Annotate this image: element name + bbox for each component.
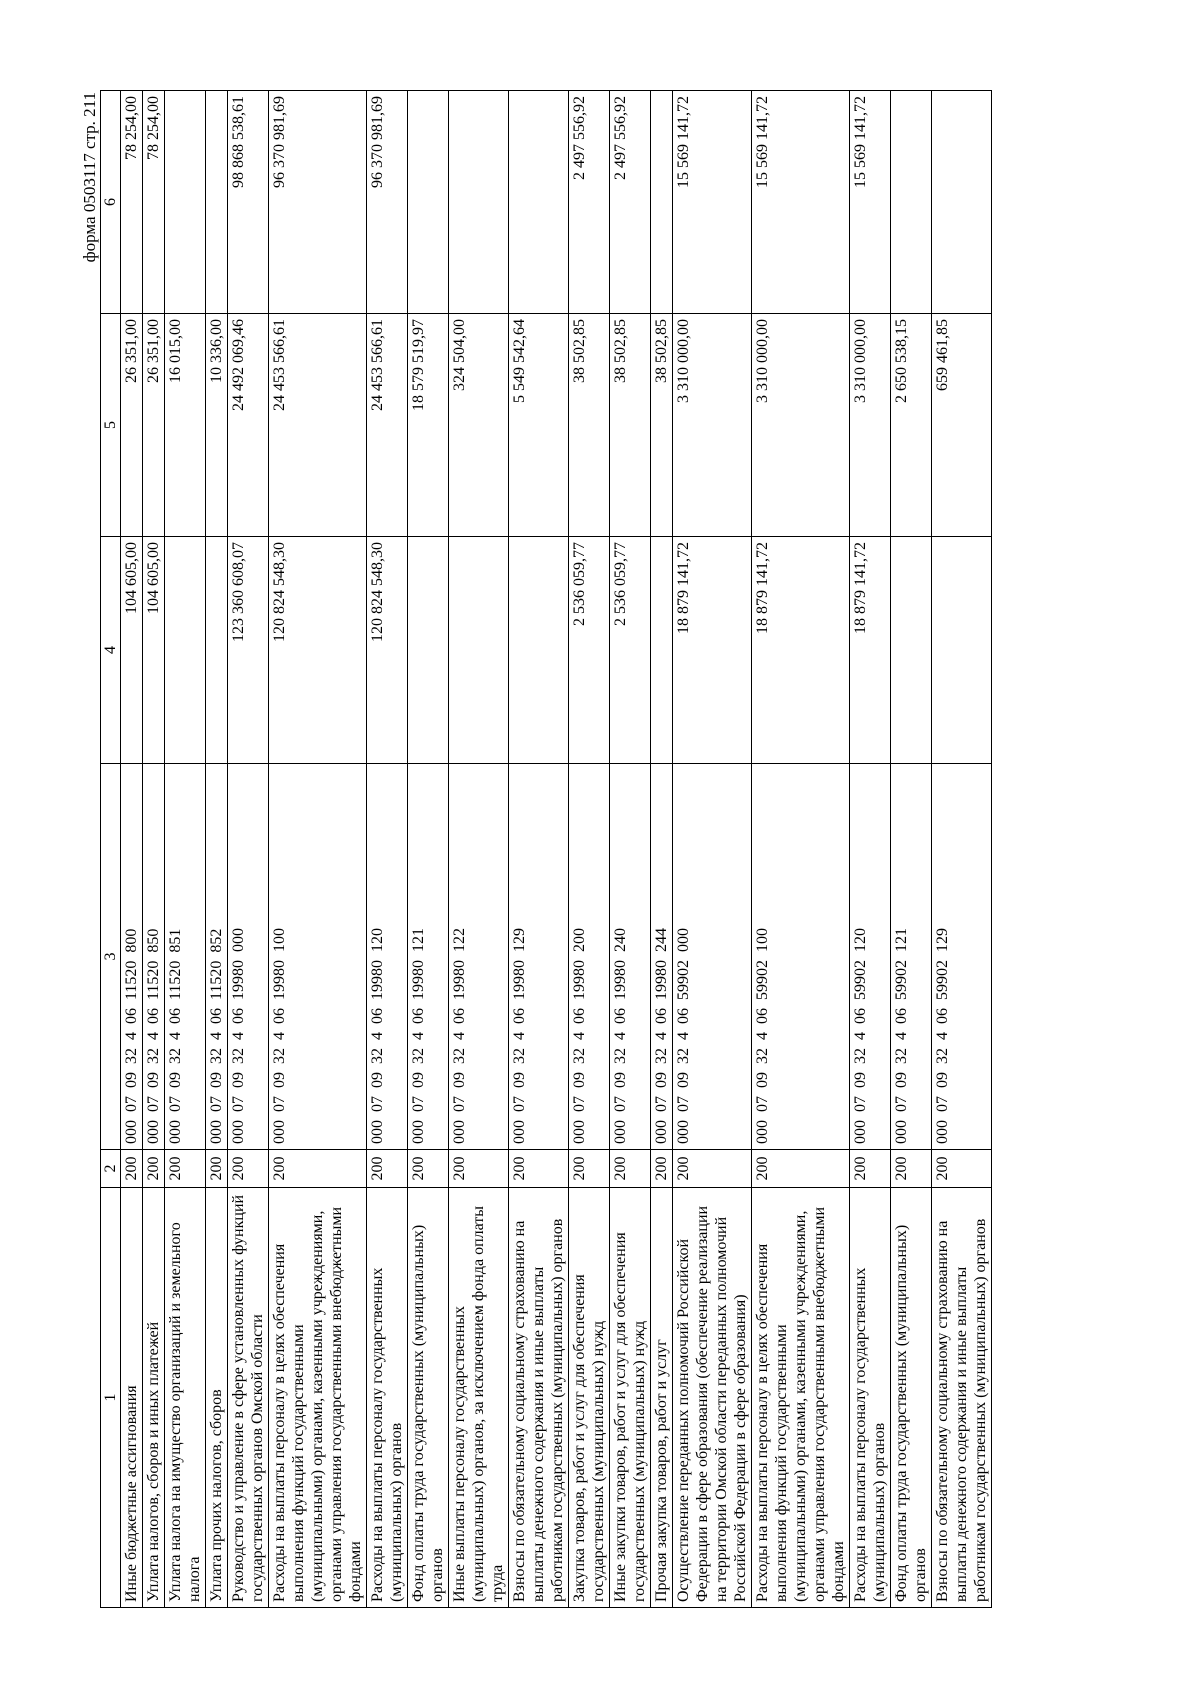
row-budget-code-cell: 000 07 09 32 4 06 19980 129 bbox=[509, 764, 569, 1150]
row-line-code-cell: 200 bbox=[121, 1150, 143, 1188]
row-approved-amount-cell: 18 879 141,72 bbox=[673, 537, 752, 764]
table-row bbox=[121, 91, 143, 1608]
row-approved-amount-cell: 18 879 141,72 bbox=[850, 537, 891, 764]
row-executed-amount-cell: 3 310 000,00 bbox=[850, 314, 891, 537]
table-row bbox=[569, 91, 610, 1608]
row-line-code-cell: 200 bbox=[449, 1150, 509, 1188]
row-line-code-cell: 200 bbox=[673, 1150, 752, 1188]
row-unexecuted-amount-cell bbox=[449, 91, 509, 314]
row-budget-code-cell: 000 07 09 32 4 06 11520 800 bbox=[121, 764, 143, 1150]
row-approved-amount-cell: 104 605,00 bbox=[121, 537, 143, 764]
row-line-code-cell: 200 bbox=[752, 1150, 850, 1188]
row-unexecuted-amount-cell: 15 569 141,72 bbox=[752, 91, 850, 314]
row-executed-amount-cell: 18 579 519,97 bbox=[408, 314, 449, 537]
row-executed-amount-cell: 38 502,85 bbox=[651, 314, 673, 537]
row-unexecuted-amount-cell: 2 497 556,92 bbox=[610, 91, 651, 314]
row-name-cell: Руководство и управление в сфере установленных функций государственных органов Омской области bbox=[228, 1188, 269, 1608]
table-row bbox=[651, 91, 673, 1608]
table-row bbox=[228, 91, 269, 1608]
form-caption: форма 0503117 стр. 211 bbox=[80, 92, 99, 263]
row-executed-amount-cell: 24 453 566,61 bbox=[269, 314, 367, 537]
row-name-cell: Взносы по обязательному социальному страхованию на выплаты денежного содержания и иные выплаты работникам государственных (муниципальных) органов bbox=[932, 1188, 992, 1608]
row-name-cell: Расходы на выплаты персоналу государственных (муниципальных) органов bbox=[367, 1188, 408, 1608]
table-row bbox=[449, 91, 509, 1608]
budget-execution-table bbox=[100, 90, 992, 1608]
row-line-code-cell: 200 bbox=[891, 1150, 932, 1188]
row-name-cell: Расходы на выплаты персоналу в целях обеспечения выполнения функций государственными (муниципальными) органами, казенными учреждениями, органами управления государственными внебюджетными фондами bbox=[752, 1188, 850, 1608]
row-unexecuted-amount-cell: 2 497 556,92 bbox=[569, 91, 610, 314]
row-unexecuted-amount-cell: 96 370 981,69 bbox=[269, 91, 367, 314]
row-line-code-cell: 200 bbox=[932, 1150, 992, 1188]
row-unexecuted-amount-cell bbox=[206, 91, 228, 314]
row-executed-amount-cell: 26 351,00 bbox=[143, 314, 165, 537]
column-header-3: 3 bbox=[101, 764, 121, 1150]
row-executed-amount-cell: 24 453 566,61 bbox=[367, 314, 408, 537]
row-approved-amount-cell bbox=[449, 537, 509, 764]
row-executed-amount-cell: 2 650 538,15 bbox=[891, 314, 932, 537]
row-line-code-cell: 200 bbox=[569, 1150, 610, 1188]
table-row bbox=[269, 91, 367, 1608]
row-approved-amount-cell bbox=[408, 537, 449, 764]
row-name-cell: Осуществление переданных полномочий Российской Федерации в сфере образования (обеспечение реализации на территории Омской области переданных полномочий Российской Федерации в сфере образования) bbox=[673, 1188, 752, 1608]
row-line-code-cell: 200 bbox=[610, 1150, 651, 1188]
row-budget-code-cell: 000 07 09 32 4 06 11520 850 bbox=[143, 764, 165, 1150]
row-name-cell: Расходы на выплаты персоналу в целях обеспечения выполнения функций государственными (муниципальными) органами, казенными учреждениями, органами управления государственными внебюджетными фондами bbox=[269, 1188, 367, 1608]
row-budget-code-cell: 000 07 09 32 4 06 19980 122 bbox=[449, 764, 509, 1150]
row-unexecuted-amount-cell bbox=[651, 91, 673, 314]
row-line-code-cell: 200 bbox=[509, 1150, 569, 1188]
row-budget-code-cell: 000 07 09 32 4 06 59902 100 bbox=[752, 764, 850, 1150]
column-header-2: 2 bbox=[101, 1150, 121, 1188]
row-approved-amount-cell bbox=[891, 537, 932, 764]
row-budget-code-cell: 000 07 09 32 4 06 59902 120 bbox=[850, 764, 891, 1150]
table-row bbox=[673, 91, 752, 1608]
row-name-cell: Иные выплаты персоналу государственных (муниципальных) органов, за исключением фонда оплаты труда bbox=[449, 1188, 509, 1608]
row-line-code-cell: 200 bbox=[850, 1150, 891, 1188]
row-approved-amount-cell: 18 879 141,72 bbox=[752, 537, 850, 764]
row-name-cell: Расходы на выплаты персоналу государственных (муниципальных) органов bbox=[850, 1188, 891, 1608]
table-row bbox=[165, 91, 206, 1608]
row-unexecuted-amount-cell bbox=[408, 91, 449, 314]
table-row bbox=[610, 91, 651, 1608]
table-row bbox=[143, 91, 165, 1608]
row-unexecuted-amount-cell bbox=[509, 91, 569, 314]
row-executed-amount-cell: 26 351,00 bbox=[121, 314, 143, 537]
row-budget-code-cell: 000 07 09 32 4 06 11520 852 bbox=[206, 764, 228, 1150]
table-row bbox=[206, 91, 228, 1608]
row-unexecuted-amount-cell bbox=[932, 91, 992, 314]
row-budget-code-cell: 000 07 09 32 4 06 19980 100 bbox=[269, 764, 367, 1150]
table-row bbox=[891, 91, 932, 1608]
row-unexecuted-amount-cell: 15 569 141,72 bbox=[850, 91, 891, 314]
row-approved-amount-cell: 2 536 059,77 bbox=[610, 537, 651, 764]
column-header-4: 4 bbox=[101, 537, 121, 764]
row-approved-amount-cell bbox=[651, 537, 673, 764]
row-line-code-cell: 200 bbox=[651, 1150, 673, 1188]
row-executed-amount-cell: 24 492 069,46 bbox=[228, 314, 269, 537]
row-name-cell: Закупка товаров, работ и услуг для обеспечения государственных (муниципальных) нужд bbox=[569, 1188, 610, 1608]
row-budget-code-cell: 000 07 09 32 4 06 19980 240 bbox=[610, 764, 651, 1150]
row-line-code-cell: 200 bbox=[408, 1150, 449, 1188]
row-line-code-cell: 200 bbox=[367, 1150, 408, 1188]
table-row bbox=[408, 91, 449, 1608]
row-name-cell: Уплата прочих налогов, сборов bbox=[206, 1188, 228, 1608]
row-executed-amount-cell: 3 310 000,00 bbox=[752, 314, 850, 537]
table-row bbox=[509, 91, 569, 1608]
row-executed-amount-cell: 38 502,85 bbox=[569, 314, 610, 537]
row-unexecuted-amount-cell: 98 868 538,61 bbox=[228, 91, 269, 314]
row-line-code-cell: 200 bbox=[269, 1150, 367, 1188]
row-approved-amount-cell: 2 536 059,77 bbox=[569, 537, 610, 764]
row-budget-code-cell: 000 07 09 32 4 06 19980 000 bbox=[228, 764, 269, 1150]
row-name-cell: Уплата налога на имущество организаций и земельного налога bbox=[165, 1188, 206, 1608]
row-executed-amount-cell: 16 015,00 bbox=[165, 314, 206, 537]
row-name-cell: Фонд оплаты труда государственных (муниципальных) органов bbox=[891, 1188, 932, 1608]
row-unexecuted-amount-cell bbox=[165, 91, 206, 314]
row-executed-amount-cell: 38 502,85 bbox=[610, 314, 651, 537]
row-executed-amount-cell: 324 504,00 bbox=[449, 314, 509, 537]
row-name-cell: Прочая закупка товаров, работ и услуг bbox=[651, 1188, 673, 1608]
row-approved-amount-cell bbox=[165, 537, 206, 764]
row-budget-code-cell: 000 07 09 32 4 06 19980 121 bbox=[408, 764, 449, 1150]
column-number-row bbox=[101, 91, 121, 1608]
row-executed-amount-cell: 659 461,85 bbox=[932, 314, 992, 537]
row-unexecuted-amount-cell: 15 569 141,72 bbox=[673, 91, 752, 314]
row-unexecuted-amount-cell: 78 254,00 bbox=[143, 91, 165, 314]
table-row bbox=[752, 91, 850, 1608]
row-budget-code-cell: 000 07 09 32 4 06 59902 000 bbox=[673, 764, 752, 1150]
row-approved-amount-cell: 120 824 548,30 bbox=[269, 537, 367, 764]
row-line-code-cell: 200 bbox=[143, 1150, 165, 1188]
row-budget-code-cell: 000 07 09 32 4 06 59902 129 bbox=[932, 764, 992, 1150]
row-budget-code-cell: 000 07 09 32 4 06 59902 121 bbox=[891, 764, 932, 1150]
row-executed-amount-cell: 10 336,00 bbox=[206, 314, 228, 537]
row-executed-amount-cell: 3 310 000,00 bbox=[673, 314, 752, 537]
row-unexecuted-amount-cell: 96 370 981,69 bbox=[367, 91, 408, 314]
row-approved-amount-cell bbox=[932, 537, 992, 764]
table-row bbox=[850, 91, 891, 1608]
row-approved-amount-cell bbox=[509, 537, 569, 764]
table-body bbox=[121, 91, 992, 1608]
column-header-1: 1 bbox=[101, 1188, 121, 1608]
row-name-cell: Иные бюджетные ассигнования bbox=[121, 1188, 143, 1608]
table-row bbox=[932, 91, 992, 1608]
row-name-cell: Иные закупки товаров, работ и услуг для обеспечения государственных (муниципальных) нужд bbox=[610, 1188, 651, 1608]
row-unexecuted-amount-cell bbox=[891, 91, 932, 314]
table-row bbox=[367, 91, 408, 1608]
row-name-cell: Фонд оплаты труда государственных (муниципальных) органов bbox=[408, 1188, 449, 1608]
row-approved-amount-cell bbox=[206, 537, 228, 764]
column-header-5: 5 bbox=[101, 314, 121, 537]
row-approved-amount-cell: 120 824 548,30 bbox=[367, 537, 408, 764]
row-budget-code-cell: 000 07 09 32 4 06 19980 200 bbox=[569, 764, 610, 1150]
row-line-code-cell: 200 bbox=[165, 1150, 206, 1188]
row-budget-code-cell: 000 07 09 32 4 06 19980 244 bbox=[651, 764, 673, 1150]
row-line-code-cell: 200 bbox=[206, 1150, 228, 1188]
row-name-cell: Уплата налогов, сборов и иных платежей bbox=[143, 1188, 165, 1608]
row-unexecuted-amount-cell: 78 254,00 bbox=[121, 91, 143, 314]
column-header-6: 6 bbox=[101, 91, 121, 314]
row-executed-amount-cell: 5 549 542,64 bbox=[509, 314, 569, 537]
row-budget-code-cell: 000 07 09 32 4 06 11520 851 bbox=[165, 764, 206, 1150]
row-approved-amount-cell: 123 360 608,07 bbox=[228, 537, 269, 764]
row-approved-amount-cell: 104 605,00 bbox=[143, 537, 165, 764]
row-name-cell: Взносы по обязательному социальному страхованию на выплаты денежного содержания и иные выплаты работникам государственных (муниципальных) органов bbox=[509, 1188, 569, 1608]
row-budget-code-cell: 000 07 09 32 4 06 19980 120 bbox=[367, 764, 408, 1150]
row-line-code-cell: 200 bbox=[228, 1150, 269, 1188]
